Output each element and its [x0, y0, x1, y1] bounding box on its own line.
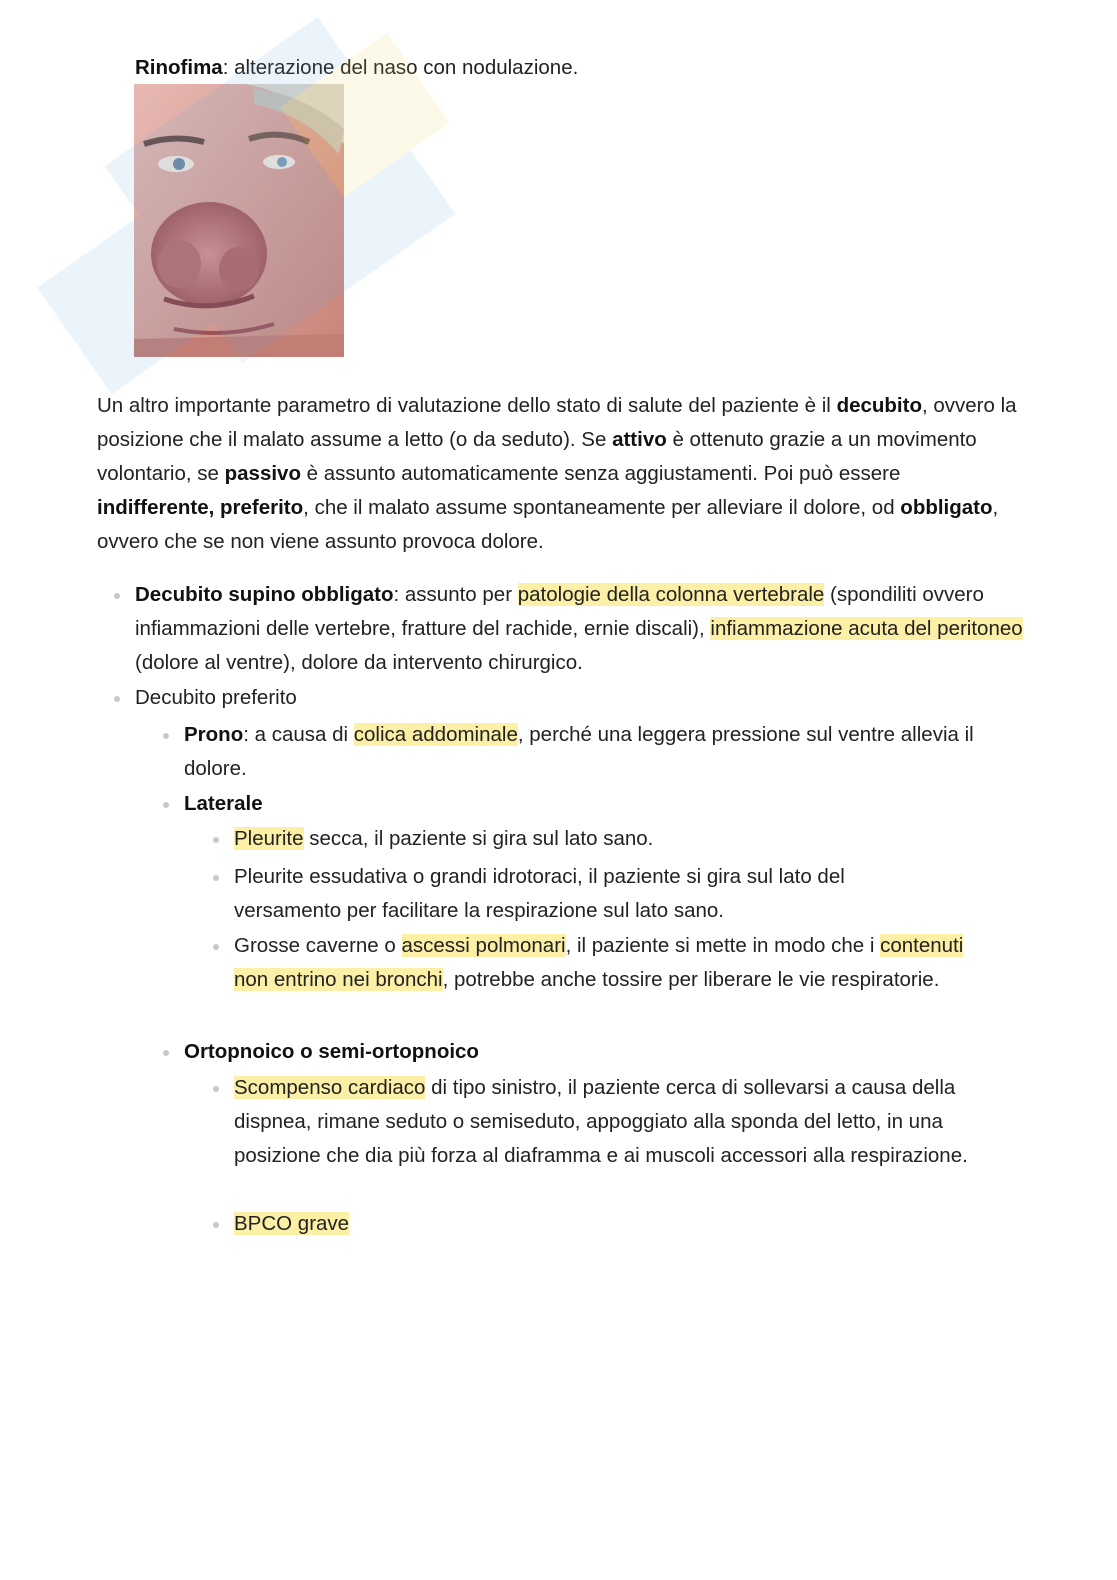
- list-item: [135, 578, 1025, 680]
- caption-text: : alterazione del naso con nodulazione.: [222, 56, 579, 79]
- term-decubito: decubito: [836, 394, 922, 417]
- paragraph-text: , ovvero la posizione che il malato assume a letto (o da seduto). Se: [97, 394, 1017, 451]
- list-item: [184, 1035, 984, 1069]
- list-item: [234, 1207, 1004, 1241]
- bullet-list-level-3: [234, 860, 914, 928]
- paragraph-text: , ovvero che se non viene assunto provoca dolore.: [97, 496, 999, 553]
- highlight: BPCO grave: [234, 1212, 350, 1235]
- item-text: di tipo sinistro, il paziente cerca di sollevarsi a causa della dispnea, rimane seduto o semiseduto, appoggiato alla sponda del letto, in una posizione che dia più forza al diaframma e ai muscoli accessori alla respirazione.: [234, 1076, 968, 1167]
- term-obbligato: obbligato: [900, 496, 993, 519]
- list-item: [184, 787, 984, 821]
- highlight: Pleurite: [234, 827, 304, 850]
- bullet-list-level-3: [234, 929, 999, 997]
- item-heading: Ortopnoico o semi-ortopnoico: [184, 1040, 479, 1063]
- item-text: (dolore al ventre), dolore da intervento chirurgico.: [135, 651, 583, 674]
- highlight: patologie della colonna vertebrale: [517, 583, 825, 606]
- paragraph-text: , che il malato assume spontaneamente per alleviare il dolore, od: [303, 496, 901, 519]
- highlight: colica addominale: [353, 723, 518, 746]
- item-text: secca, il paziente si gira sul lato sano.: [303, 827, 654, 850]
- item-heading: Laterale: [184, 792, 263, 815]
- bullet-list-level-3: [234, 1207, 1004, 1241]
- list-item: [234, 929, 999, 997]
- highlight: infiammazione acuta del peritoneo: [710, 617, 1023, 640]
- item-text: : assunto per: [393, 583, 518, 606]
- highlight: Scompenso cardiaco: [234, 1076, 426, 1099]
- list-item: Pleurite essudativa o grandi idrotoraci, il paziente si gira sul lato del versamento per facilitare la respirazione sul lato sano.: [234, 860, 914, 928]
- item-text: , potrebbe anche tossire per liberare le vie respiratorie.: [442, 968, 940, 991]
- item-text: (spondiliti ovvero infiammazioni delle vertebre, fratture del rachide, ernie discali),: [135, 583, 984, 640]
- bullet-list-level-3: [234, 1071, 1004, 1173]
- term-passivo: passivo: [224, 462, 301, 485]
- paragraph-text: è assunto automaticamente senza aggiustamenti. Poi può essere: [300, 462, 901, 485]
- highlight: contenuti non entrino nei bronchi: [234, 934, 964, 991]
- item-heading: Prono: [184, 723, 244, 746]
- paragraph-text: Un altro importante parametro di valutazione dello stato di salute del paziente è il: [97, 394, 837, 417]
- list-item: [184, 718, 984, 786]
- bullet-list: [135, 681, 1025, 715]
- item-text: , il paziente si mette in modo che i: [565, 934, 881, 957]
- bullet-list-level-2: [184, 718, 984, 786]
- paragraph-text: è ottenuto grazie a un movimento volontario, se: [97, 428, 977, 485]
- item-text: : a causa di: [243, 723, 354, 746]
- term-attivo: attivo: [612, 428, 667, 451]
- caption-term: Rinofima: [135, 56, 223, 79]
- list-item: [234, 822, 1004, 856]
- term-indifferente-preferito: indifferente, preferito: [97, 496, 304, 519]
- image-caption: [135, 51, 578, 85]
- item-heading: Decubito supino obbligato: [135, 583, 394, 606]
- rhinophyma-photo: [134, 84, 344, 357]
- item-text: Grosse caverne o: [234, 934, 402, 957]
- bullet-list-level-2: [184, 787, 984, 821]
- item-text: , perché una leggera pressione sul ventre allevia il dolore.: [184, 723, 974, 780]
- list-item: [234, 1071, 1004, 1173]
- bullet-list-level-3: [234, 822, 1004, 856]
- bullet-list: [135, 578, 1025, 680]
- highlight: ascessi polmonari: [401, 934, 566, 957]
- list-item: Decubito preferito: [135, 681, 1025, 715]
- bullet-list-level-2: [184, 1035, 984, 1069]
- decubito-paragraph: [97, 389, 1017, 559]
